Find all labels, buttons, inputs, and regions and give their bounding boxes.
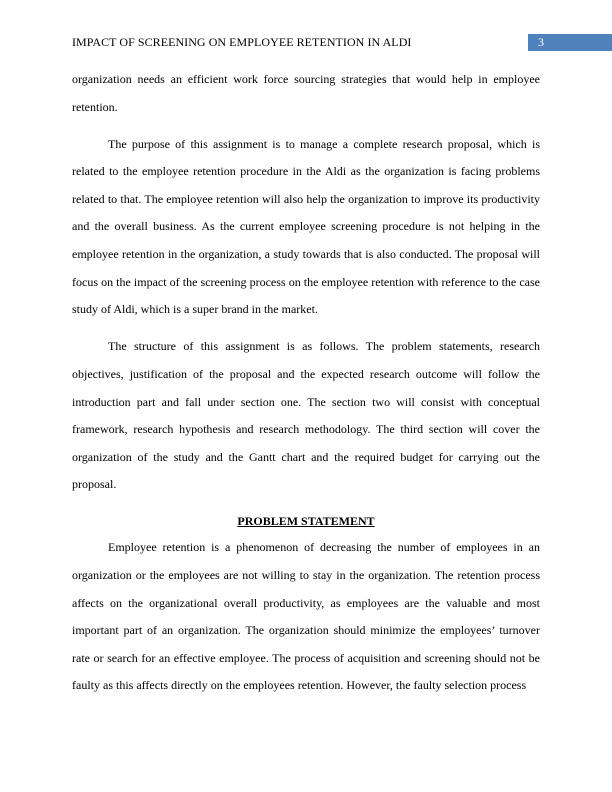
document-body xyxy=(72,66,540,700)
running-header: IMPACT OF SCREENING ON EMPLOYEE RETENTION IN ALDI xyxy=(72,35,412,49)
section-heading: PROBLEM STATEMENT xyxy=(237,514,375,529)
paragraph-problem-statement: Employee retention is a phenomenon of decreasing the number of employees in an organization or the employees are not willing to stay in the organization. The retention process affects on the organizational overall productivity, as employees are the valuable and most important part of an organization. The organization should minimize the employees’ turnover rate or search for an effective employee. The process of acquisition and screening should not be faulty as this affects directly on the employees retention. However, the faulty selection process xyxy=(72,540,540,693)
paragraph-continuation: organization needs an efficient work force sourcing strategies that would help in employee retention. xyxy=(72,72,540,114)
page-number: 3 xyxy=(538,35,544,49)
page-number-badge xyxy=(528,34,612,51)
paragraph-structure: The structure of this assignment is as follows. The problem statements, research objectives, justification of the proposal and the expected research outcome will follow the introduction part and fall under section one. The section two will consist with conceptual framework, research hypothesis and research methodology. The third section will cover the organization of the study and the Gantt chart and the required budget for carrying out the proposal. xyxy=(72,339,540,492)
paragraph-purpose: The purpose of this assignment is to manage a complete research proposal, which is related to the employee retention procedure in the Aldi as the organization is facing problems related to that. The employee retention will also help the organization to improve its productivity and the overall business. As the current employee screening procedure is not helping in the employee retention in the organization, a study towards that is also conducted. The proposal will focus on the impact of the screening process on the employee retention with reference to the case study of Aldi, which is a super brand in the market. xyxy=(72,136,540,317)
